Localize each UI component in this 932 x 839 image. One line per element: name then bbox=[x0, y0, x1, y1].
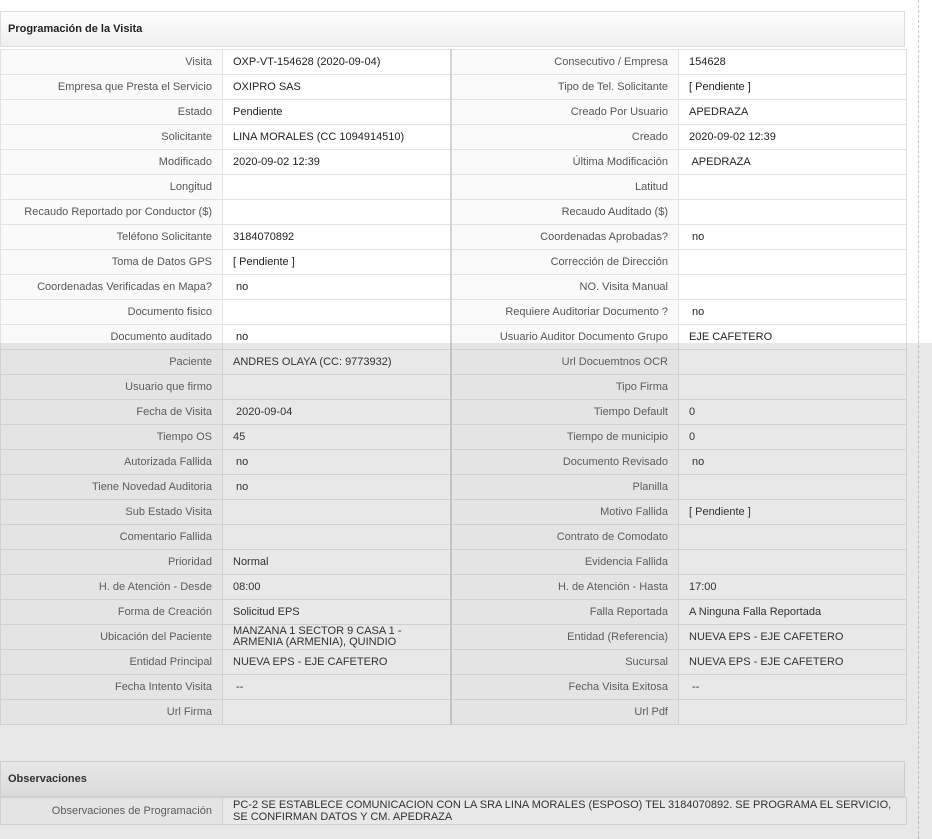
field-label: Tiempo Default bbox=[451, 400, 679, 425]
field-value: no bbox=[679, 450, 907, 475]
field-value: NUEVA EPS - EJE CAFETERO bbox=[223, 650, 451, 675]
field-value bbox=[223, 525, 451, 550]
field-label: Autorizada Fallida bbox=[1, 450, 223, 475]
field-label: Url Docuemtnos OCR bbox=[451, 350, 679, 375]
field-value: A Ninguna Falla Reportada bbox=[679, 600, 907, 625]
programacion-header bbox=[0, 11, 905, 47]
field-label: Consecutivo / Empresa bbox=[451, 50, 679, 75]
field-label: Recaudo Auditado ($) bbox=[451, 200, 679, 225]
field-label: Recaudo Reportado por Conductor ($) bbox=[1, 200, 223, 225]
field-value: NUEVA EPS - EJE CAFETERO bbox=[679, 650, 907, 675]
field-label: Entidad (Referencia) bbox=[451, 625, 679, 650]
field-value bbox=[679, 550, 907, 575]
field-label: Creado Por Usuario bbox=[451, 100, 679, 125]
field-value: OXP-VT-154628 (2020-09-04) bbox=[223, 50, 451, 75]
field-value: 2020-09-02 12:39 bbox=[679, 125, 907, 150]
field-label: Motivo Fallida bbox=[451, 500, 679, 525]
field-label: Teléfono Solicitante bbox=[1, 225, 223, 250]
observaciones-label: Observaciones de Programación bbox=[1, 798, 223, 825]
field-label: Contrato de Comodato bbox=[451, 525, 679, 550]
field-label: Planilla bbox=[451, 475, 679, 500]
field-value: no bbox=[223, 275, 451, 300]
field-value: ANDRES OLAYA (CC: 9773932) bbox=[223, 350, 451, 375]
field-value: NUEVA EPS - EJE CAFETERO bbox=[679, 625, 907, 650]
field-label: Tiene Novedad Auditoria bbox=[1, 475, 223, 500]
field-label: Tipo de Tel. Solicitante bbox=[451, 75, 679, 100]
programacion-row bbox=[1, 200, 907, 225]
programacion-row bbox=[1, 50, 907, 75]
field-label: H. de Atención - Desde bbox=[1, 575, 223, 600]
programacion-row bbox=[1, 500, 907, 525]
field-label: Prioridad bbox=[1, 550, 223, 575]
programacion-row bbox=[1, 600, 907, 625]
field-value: APEDRAZA bbox=[679, 150, 907, 175]
programacion-title: Programación de la Visita bbox=[8, 23, 143, 35]
field-value bbox=[679, 350, 907, 375]
programacion-row bbox=[1, 325, 907, 350]
field-value: -- bbox=[223, 675, 451, 700]
field-value: [ Pendiente ] bbox=[223, 250, 451, 275]
field-label: Sub Estado Visita bbox=[1, 500, 223, 525]
programacion-row bbox=[1, 700, 907, 725]
programacion-row bbox=[1, 650, 907, 675]
field-label: Solicitante bbox=[1, 125, 223, 150]
field-value: [ Pendiente ] bbox=[679, 75, 907, 100]
programacion-row bbox=[1, 625, 907, 650]
field-label: Creado bbox=[451, 125, 679, 150]
programacion-row bbox=[1, 575, 907, 600]
field-value bbox=[679, 525, 907, 550]
field-label: Documento Revisado bbox=[451, 450, 679, 475]
field-label: H. de Atención - Hasta bbox=[451, 575, 679, 600]
field-value: 08:00 bbox=[223, 575, 451, 600]
programacion-row bbox=[1, 350, 907, 375]
field-label: Evidencia Fallida bbox=[451, 550, 679, 575]
field-value: 2020-09-02 12:39 bbox=[223, 150, 451, 175]
field-value: no bbox=[679, 225, 907, 250]
field-label: Fecha Visita Exitosa bbox=[451, 675, 679, 700]
field-label: Modificado bbox=[1, 150, 223, 175]
field-label: Entidad Principal bbox=[1, 650, 223, 675]
field-label: Usuario que firmo bbox=[1, 375, 223, 400]
programacion-table bbox=[0, 49, 907, 725]
field-label: Requiere Auditoriar Documento ? bbox=[451, 300, 679, 325]
field-label: Estado bbox=[1, 100, 223, 125]
field-value bbox=[223, 175, 451, 200]
field-label: Fecha Intento Visita bbox=[1, 675, 223, 700]
field-value bbox=[679, 275, 907, 300]
field-value: EJE CAFETERO bbox=[679, 325, 907, 350]
field-label: NO. Visita Manual bbox=[451, 275, 679, 300]
field-value: APEDRAZA bbox=[679, 100, 907, 125]
field-label: Corrección de Dirección bbox=[451, 250, 679, 275]
programacion-row bbox=[1, 475, 907, 500]
field-value bbox=[223, 500, 451, 525]
field-label: Última Modificación bbox=[451, 150, 679, 175]
field-value bbox=[679, 200, 907, 225]
programacion-row bbox=[1, 300, 907, 325]
programacion-row bbox=[1, 250, 907, 275]
field-value: 0 bbox=[679, 400, 907, 425]
field-value bbox=[223, 300, 451, 325]
field-label: Documento auditado bbox=[1, 325, 223, 350]
programacion-row bbox=[1, 550, 907, 575]
field-label: Latitud bbox=[451, 175, 679, 200]
field-label: Tiempo de municipio bbox=[451, 425, 679, 450]
field-value: LINA MORALES (CC 1094914510) bbox=[223, 125, 451, 150]
field-value: no bbox=[679, 300, 907, 325]
observaciones-table bbox=[0, 797, 907, 825]
page-dashed-border bbox=[918, 0, 919, 839]
field-label: Documento fisico bbox=[1, 300, 223, 325]
observaciones-title: Observaciones bbox=[8, 773, 87, 785]
field-value: 0 bbox=[679, 425, 907, 450]
field-value bbox=[679, 475, 907, 500]
field-label: Comentario Fallida bbox=[1, 525, 223, 550]
field-label: Empresa que Presta el Servicio bbox=[1, 75, 223, 100]
programacion-row bbox=[1, 450, 907, 475]
programacion-row bbox=[1, 425, 907, 450]
field-label: Longitud bbox=[1, 175, 223, 200]
field-value bbox=[679, 700, 907, 725]
field-value: MANZANA 1 SECTOR 9 CASA 1 - ARMENIA (ARMENIA), QUINDIO bbox=[223, 625, 451, 650]
programacion-row bbox=[1, 225, 907, 250]
field-label: Tipo Firma bbox=[451, 375, 679, 400]
field-value: [ Pendiente ] bbox=[679, 500, 907, 525]
field-label: Ubicación del Paciente bbox=[1, 625, 223, 650]
field-label: Sucursal bbox=[451, 650, 679, 675]
field-label: Url Pdf bbox=[451, 700, 679, 725]
field-label: Paciente bbox=[1, 350, 223, 375]
programacion-row bbox=[1, 100, 907, 125]
field-value bbox=[679, 250, 907, 275]
field-value: -- bbox=[679, 675, 907, 700]
field-label: Usuario Auditor Documento Grupo bbox=[451, 325, 679, 350]
field-value: 17:00 bbox=[679, 575, 907, 600]
field-value: 3184070892 bbox=[223, 225, 451, 250]
programacion-row bbox=[1, 375, 907, 400]
field-value: no bbox=[223, 450, 451, 475]
programacion-row bbox=[1, 275, 907, 300]
field-value bbox=[223, 200, 451, 225]
field-value: 45 bbox=[223, 425, 451, 450]
programacion-row bbox=[1, 400, 907, 425]
observaciones-row bbox=[1, 798, 907, 825]
field-value: 154628 bbox=[679, 50, 907, 75]
programacion-row bbox=[1, 675, 907, 700]
field-value: Solicitud EPS bbox=[223, 600, 451, 625]
programacion-row bbox=[1, 175, 907, 200]
observaciones-value: PC-2 SE ESTABLECE COMUNICACION CON LA SRA LINA MORALES (ESPOSO) TEL 3184070892. SE PROGRAMA EL SERVICIO, SE CONFIRMAN DATOS Y CM. APEDRAZA bbox=[223, 798, 907, 825]
programacion-row bbox=[1, 125, 907, 150]
field-value bbox=[223, 375, 451, 400]
field-label: Url Firma bbox=[1, 700, 223, 725]
field-label: Tiempo OS bbox=[1, 425, 223, 450]
field-value: Pendiente bbox=[223, 100, 451, 125]
field-label: Coordenadas Aprobadas? bbox=[451, 225, 679, 250]
field-label: Visita bbox=[1, 50, 223, 75]
field-value: Normal bbox=[223, 550, 451, 575]
field-label: Forma de Creación bbox=[1, 600, 223, 625]
programacion-row bbox=[1, 150, 907, 175]
field-label: Toma de Datos GPS bbox=[1, 250, 223, 275]
programacion-row bbox=[1, 525, 907, 550]
field-value: 2020-09-04 bbox=[223, 400, 451, 425]
field-value bbox=[679, 375, 907, 400]
field-value: no bbox=[223, 475, 451, 500]
field-label: Falla Reportada bbox=[451, 600, 679, 625]
field-value: OXIPRO SAS bbox=[223, 75, 451, 100]
field-value bbox=[679, 175, 907, 200]
observaciones-header bbox=[0, 761, 905, 797]
field-label: Fecha de Visita bbox=[1, 400, 223, 425]
programacion-row bbox=[1, 75, 907, 100]
field-value: no bbox=[223, 325, 451, 350]
field-label: Coordenadas Verificadas en Mapa? bbox=[1, 275, 223, 300]
field-value bbox=[223, 700, 451, 725]
